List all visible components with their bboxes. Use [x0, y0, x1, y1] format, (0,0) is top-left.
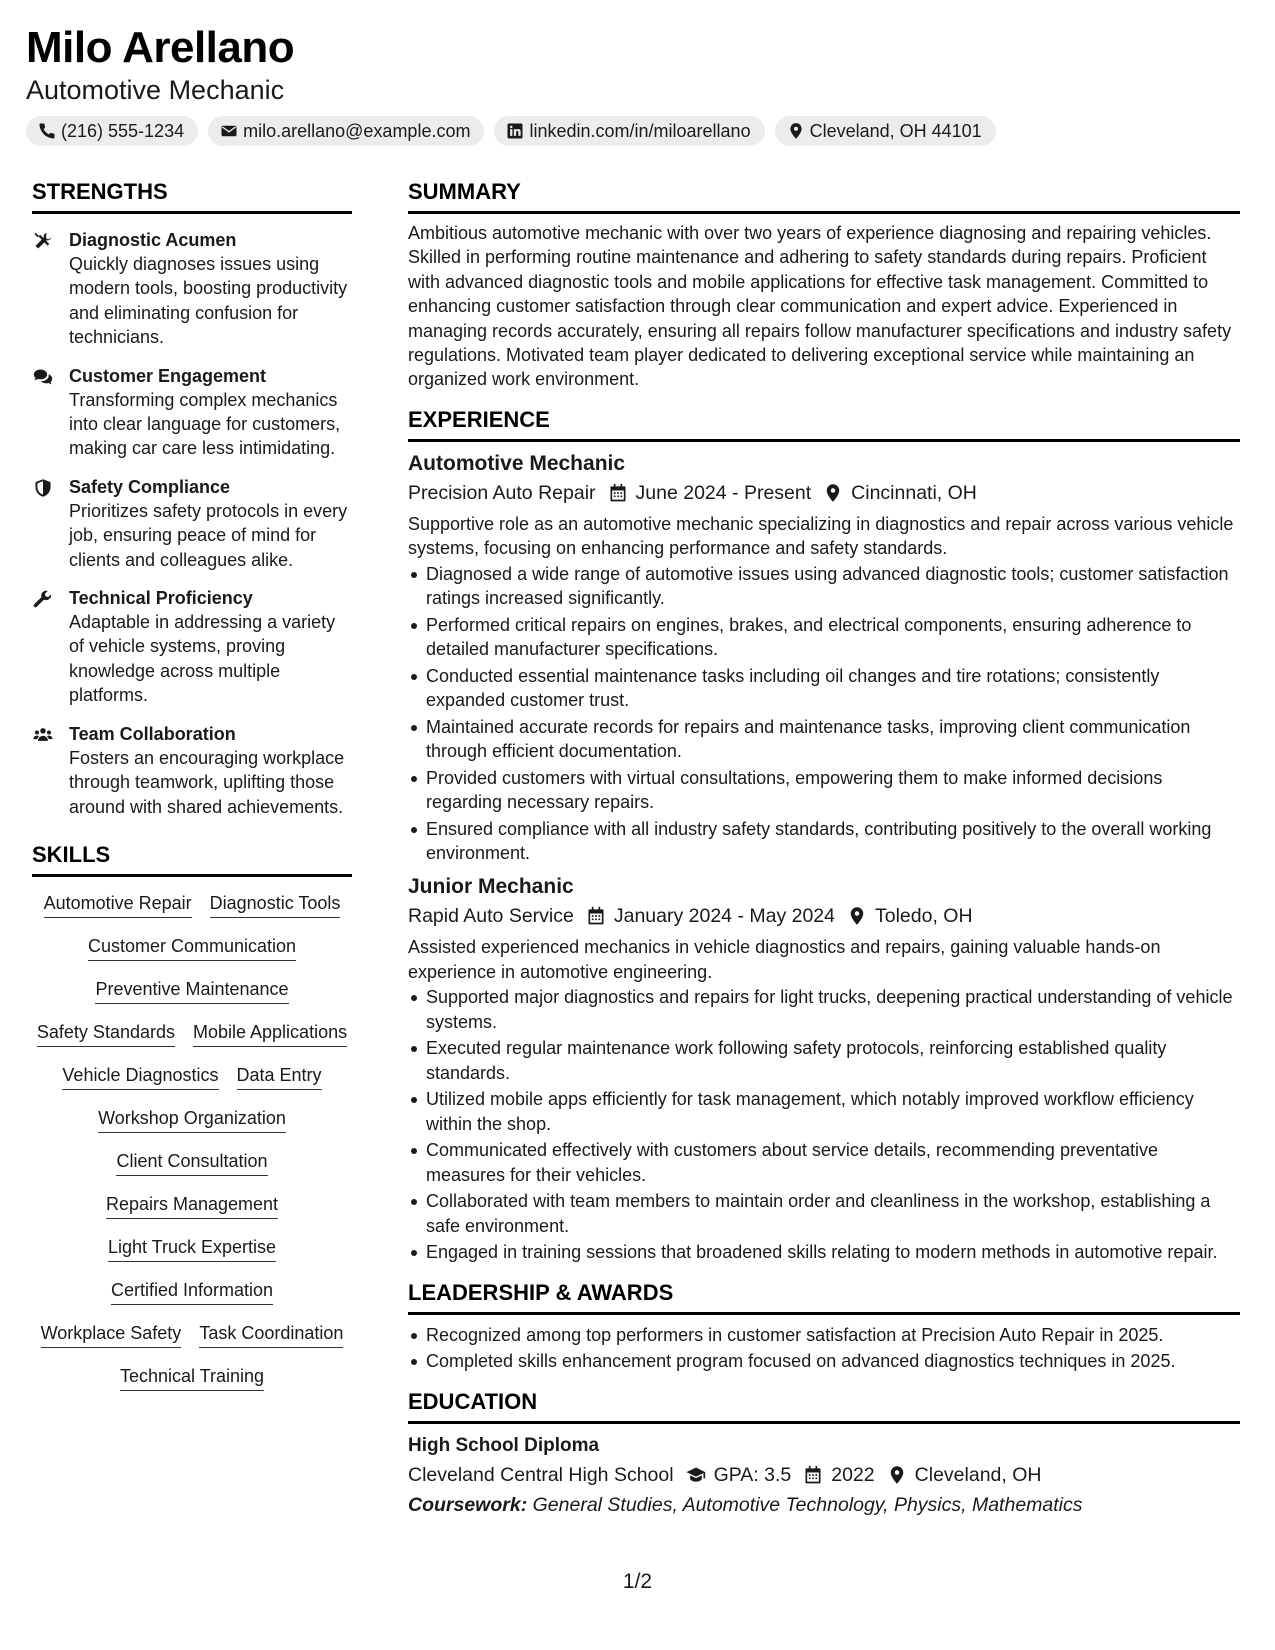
contact-email-text: milo.arellano@example.com — [243, 120, 471, 141]
contact-email[interactable] — [208, 116, 484, 146]
list-item: Collaborated with team members to maintain order and cleanliness in the workshop, establishing a safe environment. — [408, 1189, 1240, 1238]
graduation-cap-icon — [686, 1465, 706, 1485]
leadership-list — [408, 1323, 1240, 1374]
summary-heading: SUMMARY — [408, 178, 1240, 214]
list-item: Executed regular maintenance work following safety protocols, reinforcing established quality standards. — [408, 1036, 1240, 1085]
skill-tag: Light Truck Expertise — [108, 1235, 276, 1262]
list-item: Conducted essential maintenance tasks including oil changes and tire rotations; consistently expanded customer trust. — [408, 664, 1240, 713]
calendar-icon — [608, 483, 628, 503]
left-column — [32, 178, 352, 1391]
users-icon — [32, 725, 54, 745]
job-bullets — [408, 985, 1240, 1264]
education-meta — [408, 1460, 1240, 1490]
list-item: Engaged in training sessions that broadened skills relating to modern methods in automotive repair. — [408, 1240, 1240, 1264]
skill-tag: Safety Standards — [37, 1020, 175, 1047]
page-number: 1/2 — [622, 1570, 653, 1593]
strength-title: Safety Compliance — [69, 476, 231, 497]
skill-tag: Repairs Management — [106, 1192, 278, 1219]
strengths-heading: STRENGTHS — [32, 178, 352, 214]
list-item: Diagnosed a wide range of automotive issues using advanced diagnostic tools; customer satisfaction ratings increased significantly. — [408, 562, 1240, 611]
skills-list — [32, 891, 352, 1391]
graduation-year: 2022 — [831, 1463, 875, 1486]
skill-tag: Mobile Applications — [193, 1020, 347, 1047]
leadership-heading: LEADERSHIP & AWARDS — [408, 1279, 1240, 1315]
list-item: Utilized mobile apps efficiently for task management, which notably improved workflow efficiency within the shop. — [408, 1087, 1240, 1136]
phone-icon — [38, 122, 56, 140]
skill-tag: Data Entry — [237, 1063, 322, 1090]
skill-tag: Diagnostic Tools — [210, 891, 341, 918]
job-company: Rapid Auto Service — [408, 905, 574, 928]
education-heading: EDUCATION — [408, 1388, 1240, 1424]
map-pin-icon — [887, 1465, 907, 1485]
skill-tag: Customer Communication — [88, 934, 296, 961]
gpa: GPA: 3.5 — [713, 1463, 792, 1486]
coursework-label: Coursework: — [408, 1493, 528, 1516]
job-description: Supportive role as an automotive mechanic specializing in diagnostics and repair across various vehicle systems, focusing on enhancing performance and safety standards. — [408, 513, 1234, 559]
tools-icon — [32, 231, 54, 251]
contact-phone-text: (216) 555-1234 — [61, 120, 185, 141]
skill-tag: Certified Information — [111, 1278, 273, 1305]
map-pin-icon — [847, 906, 867, 926]
candidate-title: Automotive Mechanic — [26, 75, 285, 105]
map-pin-icon — [823, 483, 843, 503]
strength-item — [32, 722, 352, 819]
skill-tag: Automotive Repair — [44, 891, 192, 918]
resume-header — [26, 22, 1226, 146]
strength-desc: Prioritizes safety protocols in every job, ensuring peace of mind for clients and colleagues alike. — [69, 500, 348, 570]
strength-title: Diagnostic Acumen — [69, 230, 237, 250]
strength-item — [32, 475, 352, 572]
strength-desc: Fosters an encouraging workplace through teamwork, uplifting those around with shared achievements. — [69, 747, 345, 817]
job-description: Assisted experienced mechanics in vehicle diagnostics and repairs, gaining valuable hands-on experience in automotive engineering. — [408, 937, 1161, 982]
job-meta — [408, 901, 1240, 931]
strength-title: Customer Engagement — [69, 365, 267, 386]
job-location: Toledo, OH — [875, 905, 973, 928]
map-pin-icon — [787, 122, 805, 140]
skills-heading: SKILLS — [32, 841, 352, 877]
list-item: Ensured compliance with all industry safety standards, contributing positively to the overall working environment. — [408, 817, 1240, 866]
coursework-text: General Studies, Automotive Technology, Physics, Mathematics — [532, 1493, 1083, 1516]
strength-item — [32, 364, 352, 461]
strength-title: Technical Proficiency — [69, 588, 253, 609]
school-location: Cleveland, OH — [914, 1463, 1042, 1486]
list-item: Communicated effectively with customers about service details, recommending preventative measures for their vehicles. — [408, 1138, 1240, 1187]
skill-tag: Workshop Organization — [98, 1106, 286, 1133]
calendar-icon — [803, 1465, 823, 1485]
wrench-icon — [32, 589, 54, 609]
job-dates: January 2024 - May 2024 — [613, 905, 835, 928]
comments-icon — [32, 367, 54, 387]
envelope-icon — [220, 122, 238, 140]
strength-title: Team Collaboration — [69, 723, 236, 744]
job-title: Automotive Mechanic — [408, 451, 626, 475]
job-bullets — [408, 562, 1240, 866]
shield-icon — [32, 478, 54, 498]
skill-tag: Client Consultation — [116, 1149, 267, 1176]
right-column — [408, 178, 1240, 1520]
job-dates: June 2024 - Present — [635, 481, 812, 504]
skill-tag: Vehicle Diagnostics — [62, 1063, 218, 1090]
job-location: Cincinnati, OH — [851, 481, 977, 504]
linkedin-icon — [506, 122, 524, 140]
school-name: Cleveland Central High School — [408, 1463, 674, 1486]
skill-tag: Workplace Safety — [41, 1321, 182, 1348]
degree-title: High School Diploma — [408, 1434, 600, 1456]
summary-text: Ambitious automotive mechanic with over two years of experience diagnosing and repairing vehicles. Skilled in performing routine maintenance and adhering to safety standards during repairs. Proficient with advanced diagnostic tools and mobile applications for effective task management. Committed to enhancing customer satisfaction through clear communication and expert advice. Experienced in managing records accurately, ensuring all repairs follow manufacturer specifications and industry safety regulations. Motivated team player dedicated to delivering exceptional service while maintaining an organized work environment. — [408, 223, 1232, 390]
strength-desc: Transforming complex mechanics into clear language for customers, making car care less intimidating. — [69, 389, 341, 459]
contact-location — [775, 116, 996, 146]
job-title: Junior Mechanic — [408, 875, 574, 899]
job-entry — [408, 450, 1240, 866]
strength-desc: Adaptable in addressing a variety of vehicle systems, proving knowledge across multiple platforms. — [69, 612, 336, 706]
experience-heading: EXPERIENCE — [408, 406, 1240, 442]
list-item: Recognized among top performers in customer satisfaction at Precision Auto Repair in 2025. — [408, 1323, 1240, 1347]
contact-bar — [26, 116, 1226, 146]
skill-tag: Preventive Maintenance — [95, 977, 288, 1004]
job-entry — [408, 873, 1240, 1264]
contact-linkedin[interactable] — [494, 116, 764, 146]
strength-item — [32, 228, 352, 350]
strength-item — [32, 586, 352, 708]
list-item: Supported major diagnostics and repairs for light trucks, deepening practical understanding of vehicle systems. — [408, 985, 1240, 1034]
job-company: Precision Auto Repair — [408, 481, 596, 504]
skill-tag: Technical Training — [120, 1364, 264, 1391]
strength-desc: Quickly diagnoses issues using modern tools, boosting productivity and eliminating confusion for technicians. — [69, 254, 348, 348]
job-meta — [408, 478, 1240, 508]
list-item: Completed skills enhancement program focused on advanced diagnostics techniques in 2025. — [408, 1349, 1240, 1373]
candidate-name: Milo Arellano — [26, 23, 295, 72]
contact-location-text: Cleveland, OH 44101 — [809, 120, 982, 141]
list-item: Maintained accurate records for repairs and maintenance tasks, improving client communication through efficient documentation. — [408, 715, 1240, 764]
skill-tag: Task Coordination — [199, 1321, 343, 1348]
contact-linkedin-text: linkedin.com/in/miloarellano — [529, 120, 751, 141]
calendar-icon — [586, 906, 606, 926]
list-item: Provided customers with virtual consultations, empowering them to make informed decisions regarding necessary repairs. — [408, 766, 1240, 815]
contact-phone — [26, 116, 198, 146]
list-item: Performed critical repairs on engines, brakes, and electrical components, ensuring adherence to detailed manufacturer specifications. — [408, 613, 1240, 662]
coursework — [408, 1490, 1240, 1520]
